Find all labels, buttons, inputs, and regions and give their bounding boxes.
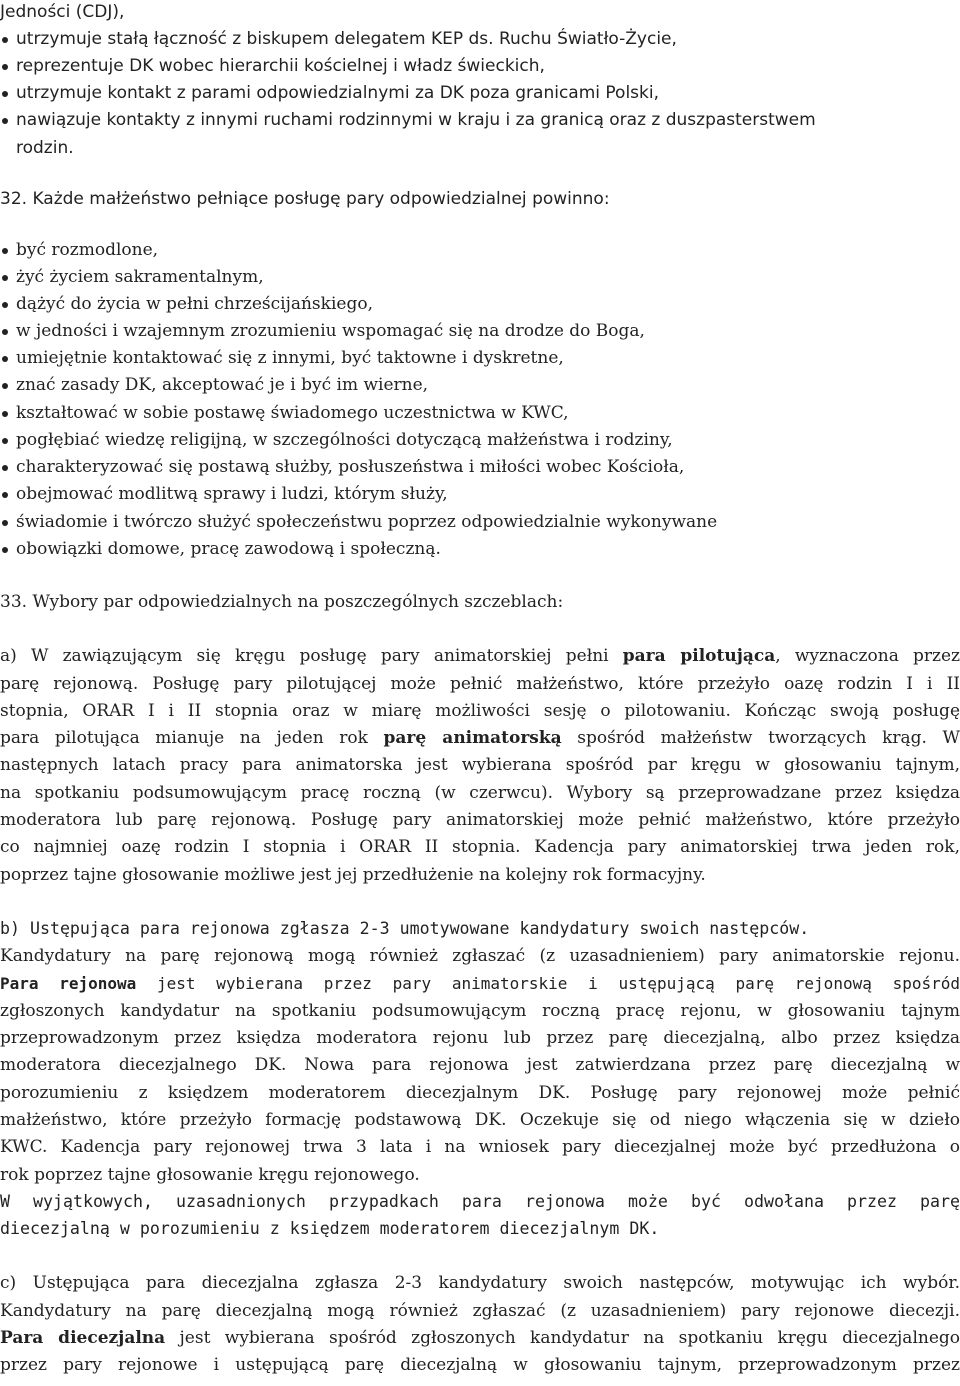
paragraph-c-line: Kandydatury na parę diecezjalną mogą również zgłaszać (z uzasadnieniem) pary rejonowe diecezji. <box>0 1301 960 1321</box>
list-item: w jedności i wzajemnym zrozumieniu wspomagać się na drodze do Boga, <box>0 321 645 341</box>
paragraph-b-line: moderatora diecezjalnego DK. Nowa para rejonowa jest zatwierdzana przez parę diecezjalną w <box>0 1055 960 1075</box>
list-item: znać zasady DK, akceptować je i być im wierne, <box>0 375 428 395</box>
paragraph-c-line: c) Ustępująca para diecezjalna zgłasza 2-3 kandydatury swoich następców, motywując ich wybór. <box>0 1273 960 1293</box>
paragraph-a-line: na spotkaniu podsumowującym pracę roczną (w czerwcu). Wybory są przeprowadzane przez księdza <box>0 783 960 803</box>
paragraph-b-line: przeprowadzonym przez księdza moderatora rejonu lub przez parę diecezjalną, albo przez księdza <box>0 1028 960 1048</box>
list-item: charakteryzować się postawą służby, posłuszeństwa i miłości wobec Kościoła, <box>0 457 684 477</box>
list-item: umiejętnie kontaktować się z innymi, być taktowne i dyskretne, <box>0 348 564 368</box>
list-item: reprezentuje DK wobec hierarchii kościelnej i władz świeckich, <box>0 56 545 76</box>
paragraph-b-line: małżeństwo, które przeżyło formację podstawową DK. Oczekuje się od niego włączenia się w dzieło <box>0 1110 960 1130</box>
paragraph-b-line: Para rejonowa jest wybierana przez pary animatorskie i ustępującą parę rejonową spośród <box>0 974 960 993</box>
paragraph-a-line: następnych latach pracy para animatorska jest wybierana spośród par kręgu w głosowaniu tajnym, <box>0 755 960 775</box>
paragraph-b-line: W wyjątkowych, uzasadnionych przypadkach para rejonowa może być odwołana przez parę <box>0 1192 960 1211</box>
list-item: utrzymuje stałą łączność z biskupem delegatem KEP ds. Ruchu Światło-Życie, <box>0 29 677 49</box>
paragraph-b-line: rok poprzez tajne głosowanie kręgu rejonowego. <box>0 1165 420 1185</box>
paragraph-b-line: porozumieniu z księdzem moderatorem diecezjalnym DK. Posługę pary rejonowej może pełnić <box>0 1083 960 1103</box>
paragraph-b-line: b) Ustępująca para rejonowa zgłasza 2-3 umotywowane kandydatury swoich następców. <box>0 919 810 938</box>
section-33-heading: 33. Wybory par odpowiedzialnych na poszczególnych szczeblach: <box>0 592 564 612</box>
list-item: nawiązuje kontakty z innymi ruchami rodzinnymi w kraju i za granicą oraz z duszpasterstwem <box>0 110 816 130</box>
paragraph-a-line: para pilotująca mianuje na jeden rok parę animatorską spośród małżeństw tworzących krąg. W <box>0 728 960 748</box>
list-item: żyć życiem sakramentalnym, <box>0 267 264 287</box>
list-item: kształtować w sobie postawę świadomego uczestnictwa w KWC, <box>0 403 569 423</box>
list-item: dążyć do życia w pełni chrześcijańskiego, <box>0 294 373 314</box>
continuation-text: Jedności (CDJ), <box>0 2 125 22</box>
paragraph-a-line: parę rejonową. Posługę pary pilotującej może pełnić małżeństwo, które przeżyło oazę rodzin I i II <box>0 674 960 694</box>
term-para-rejonowa: Para rejonowa <box>0 974 137 993</box>
paragraph-a-line: a) W zawiązującym się kręgu posługę pary animatorskiej pełni para pilotująca, wyznaczona przez <box>0 646 960 666</box>
paragraph-a-line: stopnia, ORAR I i II stopnia oraz w miarę możliwości sesję o pilotowaniu. Kończąc swoją posługę <box>0 701 960 721</box>
paragraph-b-line: KWC. Kadencja pary rejonowej trwa 3 lata i na wniosek pary diecezjalnej może być przedłużona o <box>0 1137 960 1157</box>
paragraph-b-line: Kandydatury na parę rejonową mogą również zgłaszać (z uzasadnieniem) pary animatorskie rejonu. <box>0 946 960 966</box>
list-item: być rozmodlone, <box>0 240 158 260</box>
paragraph-a-line: co najmniej oazę rodzin I stopnia i ORAR II stopnia. Kadencja pary animatorskiej trwa jeden rok, <box>0 837 960 857</box>
term-para-pilotujaca: para pilotująca <box>622 646 776 666</box>
list-item: obejmować modlitwą sprawy i ludzi, którym służy, <box>0 484 448 504</box>
term-pare-animatorska: parę animatorską <box>383 728 562 748</box>
term-para-diecezjalna: Para diecezjalna <box>0 1328 166 1348</box>
list-item-continuation: rodzin. <box>16 138 74 158</box>
section-32-heading: 32. Każde małżeństwo pełniące posługę pary odpowiedzialnej powinno: <box>0 189 610 209</box>
paragraph-a-line: moderatora lub parę rejonową. Posługę pary animatorskiej może pełnić małżeństwo, które przeżyło <box>0 810 960 830</box>
list-item: pogłębiać wiedzę religijną, w szczególności dotyczącą małżeństwa i rodziny, <box>0 430 673 450</box>
paragraph-c-line: przez pary rejonowe i ustępującą parę diecezjalną w głosowaniu tajnym, przeprowadzonym przez <box>0 1355 960 1375</box>
list-item: świadomie i twórczo służyć społeczeństwu poprzez odpowiedzialnie wykonywane <box>0 512 717 532</box>
list-item: utrzymuje kontakt z parami odpowiedzialnymi za DK poza granicami Polski, <box>0 83 659 103</box>
paragraph-b-line: zgłoszonych kandydatur na spotkaniu podsumowującym roczną pracę rejonu, w głosowaniu tajnym <box>0 1001 960 1021</box>
paragraph-a-line: poprzez tajne głosowanie możliwe jest jej przedłużenie na kolejny rok formacyjny. <box>0 865 706 885</box>
paragraph-c-line: Para diecezjalna jest wybierana spośród zgłoszonych kandydatur na spotkaniu kręgu diecezjalnego <box>0 1328 960 1348</box>
list-item: obowiązki domowe, pracę zawodową i społeczną. <box>0 539 441 559</box>
paragraph-b-line: diecezjalną w porozumieniu z księdzem moderatorem diecezjalnym DK. <box>0 1219 660 1238</box>
